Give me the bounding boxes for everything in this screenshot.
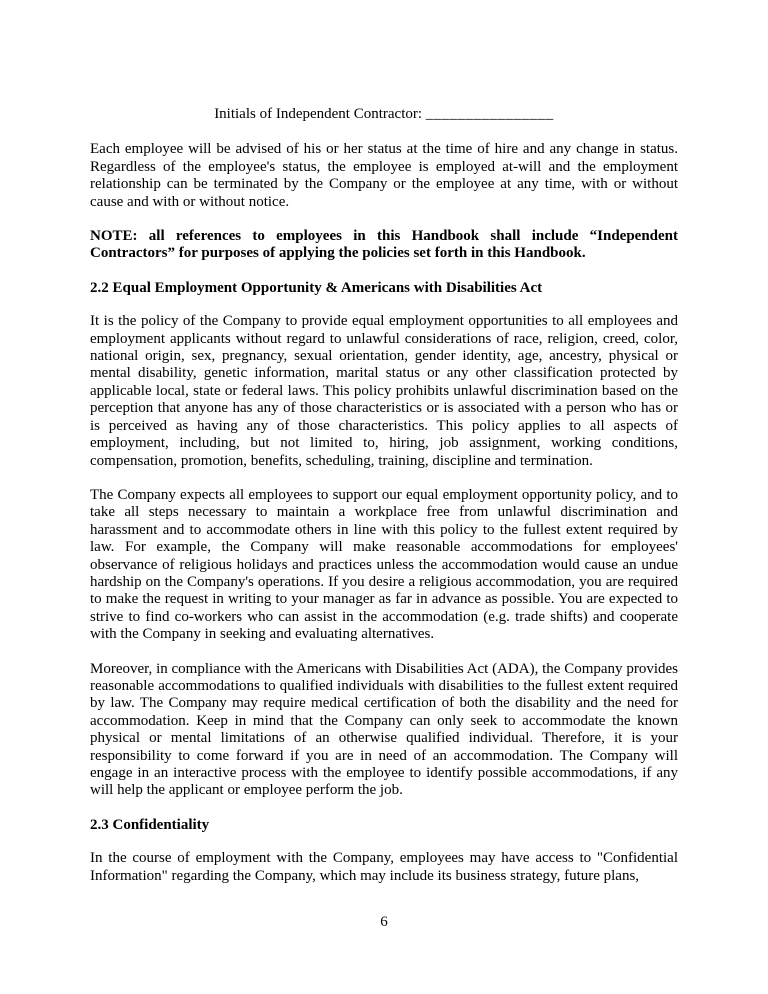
section-2-3-heading: 2.3 Confidentiality	[90, 816, 210, 833]
ada-compliance-paragraph: Moreover, in compliance with the Americans with Disabilities Act (ADA), the Company provides reasonable accommodations to qualified individuals with disabilities to the fullest extent required by law. The Company may require medical certification of both the disability and the need for accommodation. Keep in mind that the Company can only seek to accommodate the known physical or mental limitations of an otherwise qualified individual. Therefore, it is your responsibility to come forward if you are in need of an accommodation. The Company will engage in an interactive process with the employee to identify possible accommodations, if any will help the applicant or employee perform the job.	[90, 660, 678, 799]
note-paragraph: NOTE: all references to employees in this Handbook shall include “Independent Contractors” for purposes of applying the policies set forth in this Handbook.	[90, 228, 678, 262]
page-number: 6	[380, 914, 388, 930]
initials-blank: ________________	[425, 106, 554, 122]
initials-label: Initials of Independent Contractor:	[214, 106, 423, 122]
eeo-expectations-paragraph: The Company expects all employees to support our equal employment opportunity policy, and to take all steps necessary to maintain a workplace free from unlawful discrimination and harassment and to accommodate others in line with this policy to the fullest extent required by law. For example, the Company will make reasonable accommodations for employees' observance of religious holidays and practices unless the accommodation would cause an undue hardship on the Company's operations. If you desire a religious accommodation, you are required to make the request in writing to your manager as far in advance as possible. You are expected to strive to find co-workers who can assist in the accommodation (e.g. trade shifts) and cooperate with the Company in seeking and evaluating alternatives.	[90, 486, 678, 643]
eeo-policy-paragraph: It is the policy of the Company to provide equal employment opportunities to all employees and employment applicants without regard to unlawful considerations of race, religion, creed, color, national origin, sex, pregnancy, sexual orientation, gender identity, age, ancestry, physical or mental disability, genetic information, marital status or any other classification protected by applicable local, state or federal laws. This policy prohibits unlawful discrimination based on the perception that anyone has any of those characteristics or is associated with a person who has or is perceived as having any of those characteristics. This policy applies to all aspects of employment, including, but not limited to, hiring, job assignment, working conditions, compensation, promotion, benefits, scheduling, training, discipline and termination.	[90, 313, 678, 469]
confidentiality-paragraph: In the course of employment with the Company, employees may have access to "Confidential Information" regarding the Company, which may include its business strategy, future plans,	[90, 850, 678, 884]
intro-paragraph: Each employee will be advised of his or her status at the time of hire and any change in status. Regardless of the employee's status, the employee is employed at-will and the employment relationship can be terminated by the Company or the employee at any time, with or without cause and with or without notice.	[90, 141, 678, 210]
section-2-2-heading: 2.2 Equal Employment Opportunity & Americans with Disabilities Act	[90, 279, 543, 296]
initials-line	[90, 106, 678, 123]
